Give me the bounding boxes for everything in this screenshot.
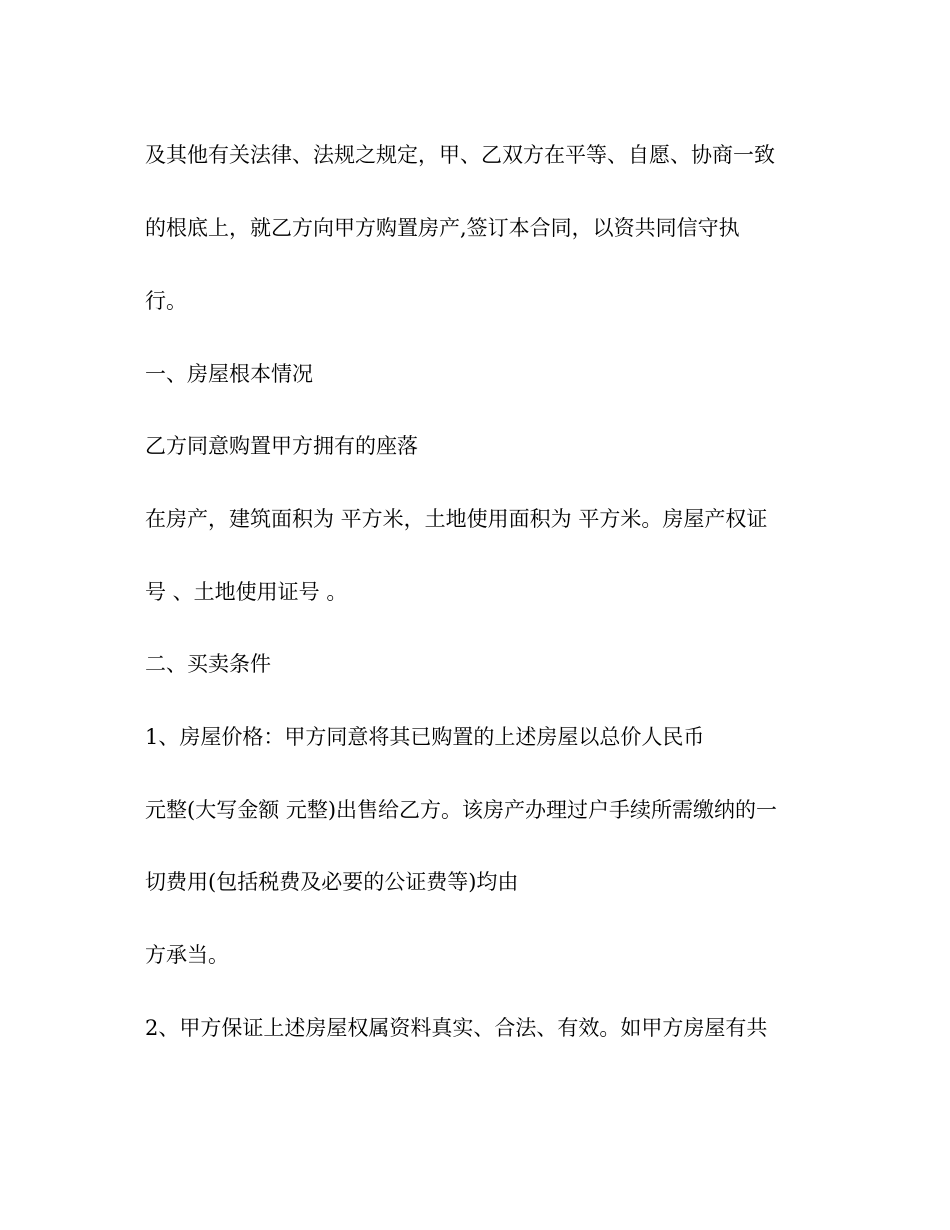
text-line-7: 号 、土地使用证号 。 (145, 580, 348, 604)
text-line-5: 乙方同意购置甲方拥有的座落 (145, 434, 418, 458)
text-line-10: 元整(大写金额 元整)出售给乙方。该房产办理过户手续所需缴纳的一 (145, 798, 778, 822)
text-line-1: 及其他有关法律、法规之规定，甲、乙双方在平等、自愿、协商一致 (145, 143, 775, 167)
section-heading-1: 一、房屋根本情况 (145, 362, 313, 386)
text-line-6: 在房产，建筑面积为 平方米，土地使用面积为 平方米。房屋产权证 (145, 507, 768, 531)
text-line-12: 方承当。 (145, 943, 229, 967)
text-line-3: 行。 (145, 289, 187, 313)
section-heading-2: 二、买卖条件 (145, 652, 271, 676)
text-line-13: 2、甲方保证上述房屋权属资料真实、合法、有效。如甲方房屋有共 (145, 1016, 768, 1040)
text-line-2: 的根底上，就乙方向甲方购置房产,签订本合同，以资共同信守执 (145, 216, 740, 240)
text-line-11: 切费用(包括税费及必要的公证费等)均由 (145, 870, 519, 894)
text-line-9: 1、房屋价格：甲方同意将其已购置的上述房屋以总价人民币 (145, 725, 705, 749)
